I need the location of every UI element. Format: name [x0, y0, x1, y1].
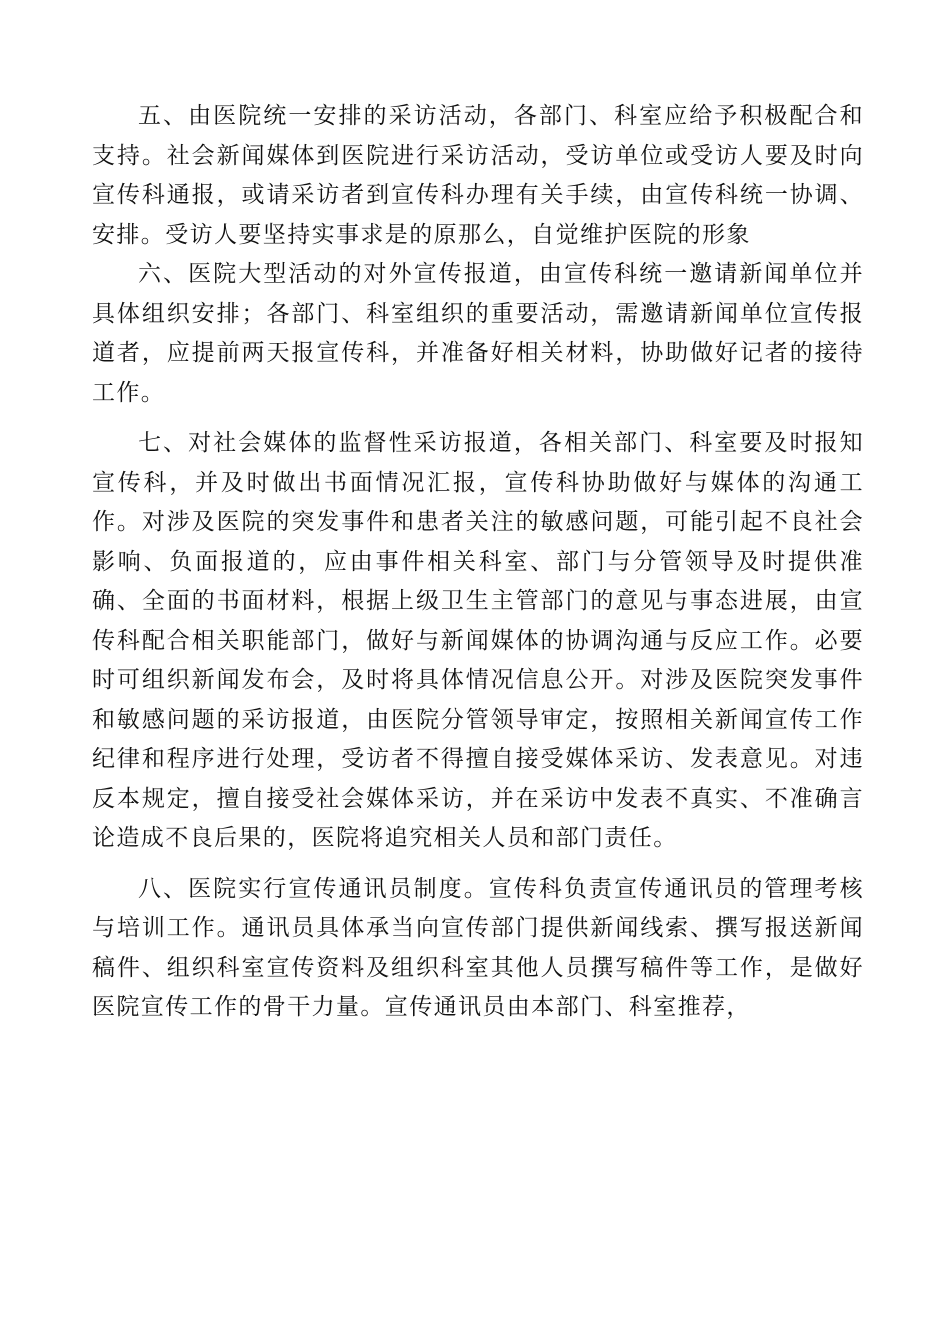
paragraph-article-8: 八、医院实行宣传通讯员制度。宣传科负责宣传通讯员的管理考核与培训工作。通讯员具体承当向宣传部门提供新闻线索、撰写报送新闻稿件、组织科室宣传资料及组织科室其他人员撰写稿件等工作，是做好医院宣传工作的骨干力量。宣传通讯员由本部门、科室推荐， — [92, 875, 864, 1020]
paragraph-article-5: 五、由医院统一安排的采访活动，各部门、科室应给予积极配合和支持。社会新闻媒体到医院进行采访活动，受访单位或受访人要及时向宣传科通报，或请采访者到宣传科办理有关手续，由宣传科统一协调、安排。受访人要坚持实事求是的原那么，自觉维护医院的形象 — [92, 103, 864, 248]
paragraph-article-7: 七、对社会媒体的监督性采访报道，各相关部门、科室要及时报知宣传科，并及时做出书面情况汇报，宣传科协助做好与媒体的沟通工作。对涉及医院的突发事件和患者关注的敏感问题，可能引起不良社会影响、负面报道的，应由事件相关科室、部门与分管领导及时提供准确、全面的书面材料，根据上级卫生主管部门的意见与事态进展，由宣传科配合相关职能部门，做好与新闻媒体的协调沟通与反应工作。必要时可组织新闻发布会，及时将具体情况信息公开。对涉及医院突发事件和敏感问题的采访报道，由医院分管领导审定，按照相关新闻宣传工作纪律和程序进行处理，受访者不得擅自接受媒体采访、发表意见。对违反本规定，擅自接受社会媒体采访，并在采访中发表不真实、不准确言论造成不良后果的，医院将追究相关人员和部门责任。 — [92, 430, 864, 851]
document-body — [92, 97, 864, 1028]
paragraph-article-6: 六、医院大型活动的对外宣传报道，由宣传科统一邀请新闻单位并具体组织安排；各部门、科室组织的重要活动，需邀请新闻单位宣传报道者，应提前两天报宣传科，并准备好相关材料，协助做好记者的接待工作。 — [92, 261, 864, 406]
